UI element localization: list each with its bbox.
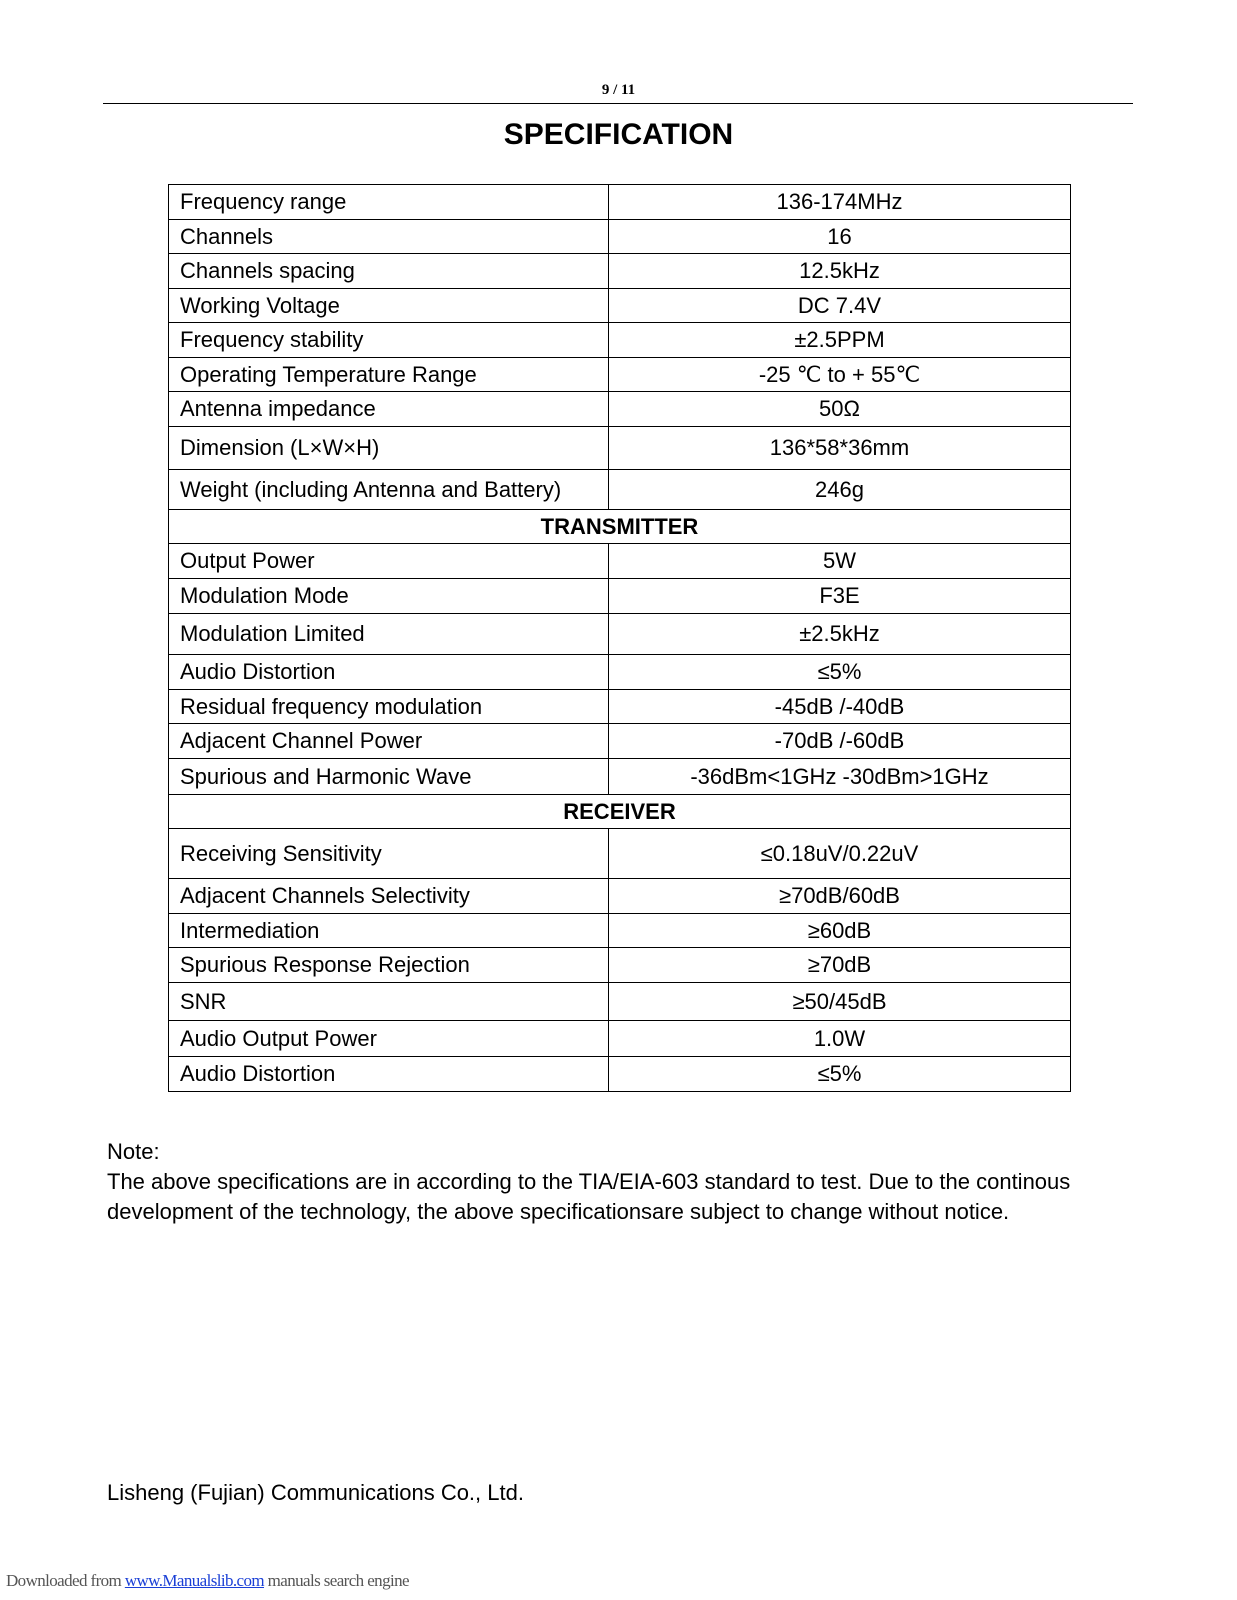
spec-value: ≤0.18uV/0.22uV [609, 829, 1071, 879]
spec-value: -25 ℃ to + 55℃ [609, 358, 1071, 392]
spec-value: 246g [609, 470, 1071, 510]
table-row [169, 185, 1071, 220]
spec-label: Residual frequency modulation [169, 690, 609, 724]
specification-table [168, 184, 1071, 1092]
spec-label: Frequency stability [169, 323, 609, 358]
table-row [169, 655, 1071, 690]
spec-label: Dimension (L×W×H) [169, 427, 609, 470]
footer-prefix: Downloaded from [6, 1571, 125, 1590]
spec-label: Adjacent Channel Power [169, 724, 609, 759]
spec-value: 1.0W [609, 1021, 1071, 1057]
note-label: Note: [107, 1139, 160, 1164]
table-row [169, 392, 1071, 427]
page-title: SPECIFICATION [503, 118, 734, 151]
spec-value: -70dB /-60dB [609, 724, 1071, 759]
table-row [169, 829, 1071, 879]
spec-label: Audio Output Power [169, 1021, 609, 1057]
download-footer [6, 1571, 409, 1591]
table-row [169, 470, 1071, 510]
spec-value: ±2.5kHz [609, 614, 1071, 655]
section-heading-receiver: RECEIVER [169, 795, 1071, 829]
table-row [169, 358, 1071, 392]
footer-suffix: manuals search engine [264, 1571, 409, 1590]
spec-label: Receiving Sensitivity [169, 829, 609, 879]
table-row [169, 427, 1071, 470]
section-heading-transmitter: TRANSMITTER [169, 510, 1071, 544]
table-row [169, 323, 1071, 358]
table-row [169, 983, 1071, 1021]
manualslib-link[interactable]: www.Manualslib.com [124, 1571, 265, 1590]
spec-label: Audio Distortion [169, 655, 609, 690]
spec-value: 50Ω [609, 392, 1071, 427]
header-rule [103, 103, 1133, 104]
table-row [169, 220, 1071, 254]
spec-label: Output Power [169, 544, 609, 579]
spec-value: ≥60dB [609, 914, 1071, 948]
spec-label: Modulation Mode [169, 579, 609, 614]
spec-value: ≥50/45dB [609, 983, 1071, 1021]
spec-label: Antenna impedance [169, 392, 609, 427]
spec-label: Channels spacing [169, 254, 609, 289]
spec-label: Weight (including Antenna and Battery) [169, 470, 609, 510]
spec-value: ±2.5PPM [609, 323, 1071, 358]
spec-value: 136*58*36mm [609, 427, 1071, 470]
note-text: The above specifications are in according to the TIA/EIA-603 standard to test. Due to the continous development of the technology, the above specificationsare subject to change without notice. [107, 1169, 1071, 1224]
spec-value: ≥70dB/60dB [609, 879, 1071, 914]
spec-value: -45dB /-40dB [609, 690, 1071, 724]
table-row [169, 948, 1071, 983]
spec-value: ≤5% [609, 1057, 1071, 1092]
spec-label: Spurious Response Rejection [169, 948, 609, 983]
table-row [169, 690, 1071, 724]
table-row [169, 254, 1071, 289]
spec-label: Frequency range [169, 185, 609, 220]
table-row [169, 879, 1071, 914]
spec-value: ≤5% [609, 655, 1071, 690]
table-row [169, 544, 1071, 579]
table-row [169, 1021, 1071, 1057]
spec-value: F3E [609, 579, 1071, 614]
table-row [169, 724, 1071, 759]
company-name: Lisheng (Fujian) Communications Co., Ltd. [107, 1480, 524, 1505]
spec-value: 12.5kHz [609, 254, 1071, 289]
spec-label: Adjacent Channels Selectivity [169, 879, 609, 914]
spec-label: SNR [169, 983, 609, 1021]
spec-value: 5W [609, 544, 1071, 579]
spec-value: 136-174MHz [609, 185, 1071, 220]
page-number: 9 / 11 [601, 82, 636, 98]
table-row [169, 614, 1071, 655]
table-row [169, 289, 1071, 323]
table-row [169, 759, 1071, 795]
note-block [107, 1137, 1137, 1227]
spec-label: Working Voltage [169, 289, 609, 323]
table-row [169, 1057, 1071, 1092]
table-row [169, 579, 1071, 614]
spec-value: DC 7.4V [609, 289, 1071, 323]
spec-value: 16 [609, 220, 1071, 254]
spec-label: Intermediation [169, 914, 609, 948]
spec-value: -36dBm<1GHz -30dBm>1GHz [609, 759, 1071, 795]
spec-label: Channels [169, 220, 609, 254]
spec-label: Modulation Limited [169, 614, 609, 655]
spec-label: Spurious and Harmonic Wave [169, 759, 609, 795]
spec-value: ≥70dB [609, 948, 1071, 983]
section-row-transmitter [169, 510, 1071, 544]
spec-label: Audio Distortion [169, 1057, 609, 1092]
section-row-receiver [169, 795, 1071, 829]
spec-label: Operating Temperature Range [169, 358, 609, 392]
table-row [169, 914, 1071, 948]
